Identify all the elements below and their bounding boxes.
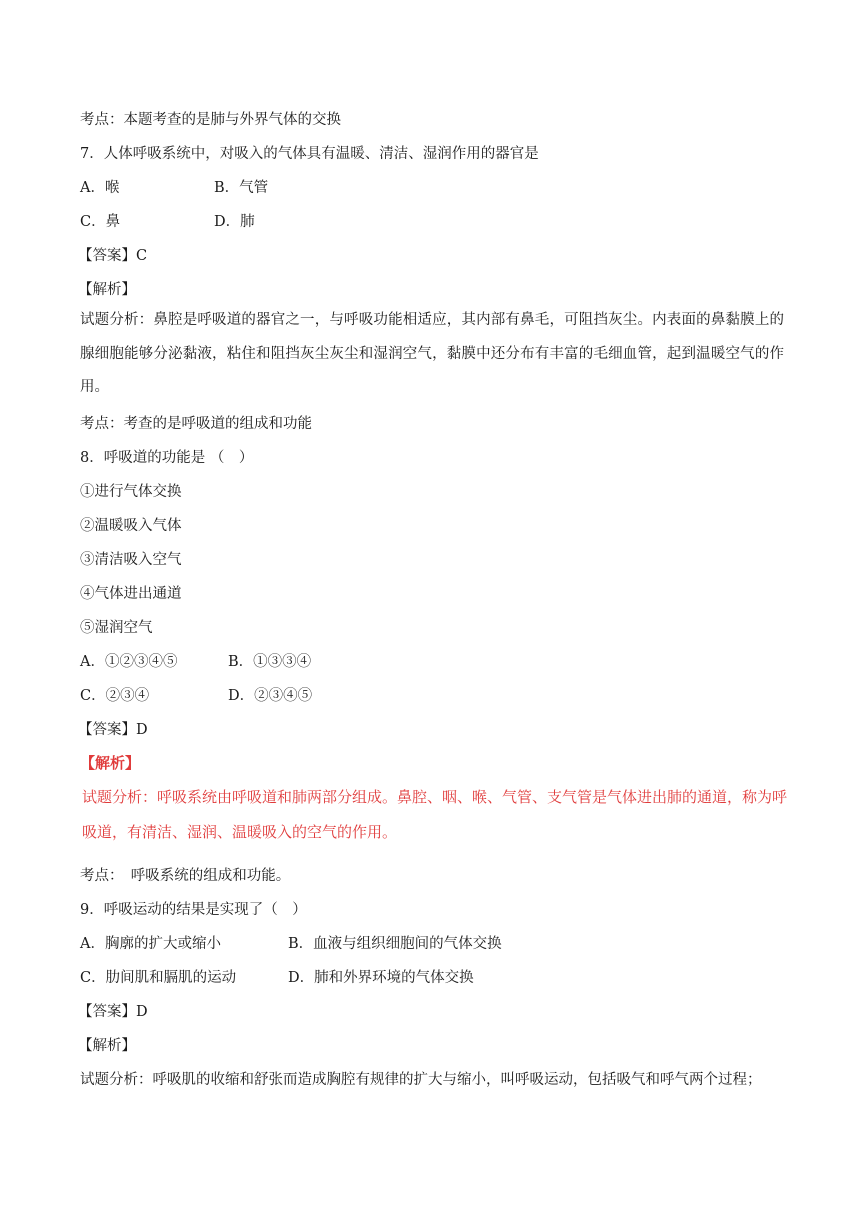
q9-analysis: 试题分析：呼吸肌的收缩和舒张而造成胸腔有规律的扩大与缩小，叫呼吸运动，包括吸气和呼气两个过程； (80, 1072, 762, 1088)
q8-option-c: C．②③④ (80, 688, 150, 704)
q9-option-a: A．胸廓的扩大或缩小 (80, 936, 221, 952)
q7-option-a: A．喉 (80, 180, 120, 196)
q9-jiexi-label: 【解析】 (78, 1038, 136, 1054)
q6-kaodian: 考点：本题考查的是肺与外界气体的交换 (80, 112, 341, 128)
q8-stem: 8．呼吸道的功能是 （ ） (80, 450, 254, 466)
q8-option-b: B．①③③④ (228, 654, 312, 670)
q8-item-1: ①进行气体交换 (80, 484, 182, 500)
q7-option-d: D．肺 (214, 214, 255, 230)
q8-item-3: ③清洁吸入空气 (80, 552, 182, 568)
q9-option-c: C．肋间肌和膈肌的运动 (80, 970, 237, 986)
q8-answer: 【答案】D (78, 722, 148, 738)
q8-option-a: A．①②③④⑤ (80, 654, 178, 670)
q8-option-d: D．②③④⑤ (228, 688, 313, 704)
q9-option-b: B．血液与组织细胞间的气体交换 (288, 936, 502, 952)
q7-option-c: C．鼻 (80, 214, 121, 230)
q8-kaodian: 考点： 呼吸系统的组成和功能。 (80, 868, 291, 884)
q7-jiexi-label: 【解析】 (78, 282, 136, 298)
q8-item-4: ④气体进出通道 (80, 586, 182, 602)
q7-stem: 7．人体呼吸系统中，对吸入的气体具有温暖、清洁、湿润作用的器官是 (80, 146, 539, 162)
q7-option-b: B．气管 (214, 180, 269, 196)
q7-answer: 【答案】C (78, 248, 148, 264)
q8-item-2: ②温暖吸入气体 (80, 518, 182, 534)
q9-stem: 9．呼吸运动的结果是实现了（ ） (80, 902, 307, 918)
q8-analysis: 试题分析：呼吸系统由呼吸道和肺两部分组成。鼻腔、咽、喉、气管、支气管是气体进出肺的通道，称为呼吸道，有清洁、湿润、温暖吸入的空气的作用。 (82, 788, 788, 841)
q7-analysis: 试题分析：鼻腔是呼吸道的器官之一，与呼吸功能相适应，其内部有鼻毛，可阻挡灰尘。内表面的鼻黏膜上的腺细胞能够分泌黏液，粘住和阻挡灰尘灰尘和湿润空气，黏膜中还分布有丰富的毛细血管，起到温暖空气的作用。 (80, 312, 784, 395)
q7-kaodian: 考点：考查的是呼吸道的组成和功能 (80, 416, 312, 432)
q9-option-d: D．肺和外界环境的气体交换 (288, 970, 474, 986)
q8-item-5: ⑤湿润空气 (80, 620, 153, 636)
q9-answer: 【答案】D (78, 1004, 148, 1020)
q8-jiexi-label: 【解析】 (80, 754, 141, 772)
